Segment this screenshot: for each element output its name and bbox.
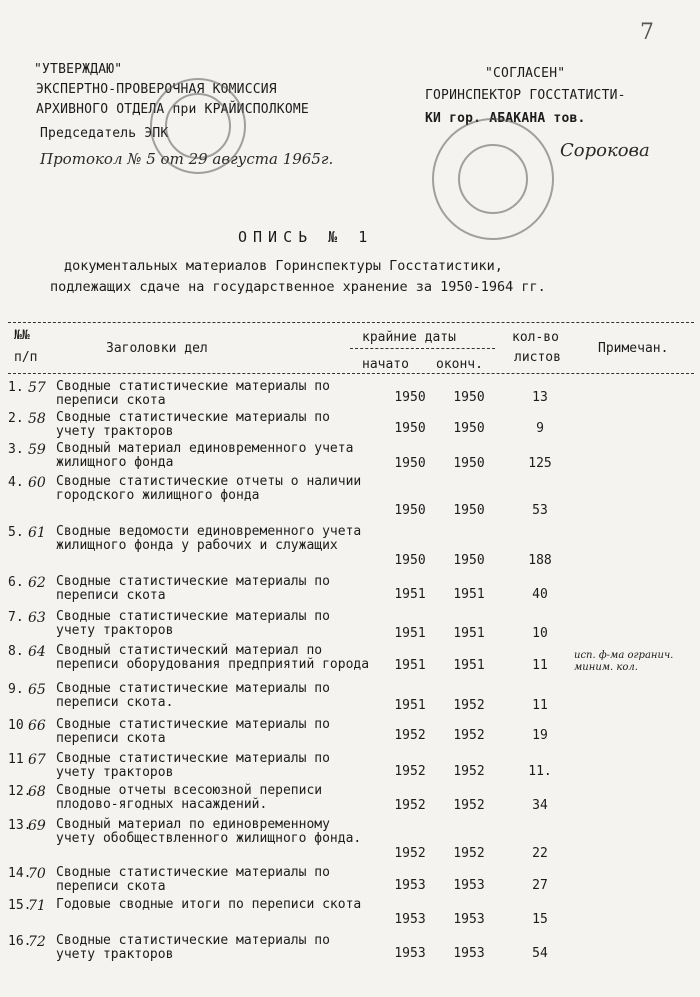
row-title: Сводные отчеты всесоюзной переписи плодово-ягодных насаждений. <box>56 783 323 812</box>
row-number: 3. <box>8 442 24 457</box>
row-end: 1953 <box>453 912 485 927</box>
row-number: 4. <box>8 475 24 490</box>
row-title: Сводные статистические материалы по учету тракторов <box>56 609 330 638</box>
row-number: 2. <box>8 411 24 426</box>
row-sheets: 15 <box>532 912 548 927</box>
row-handwritten-number: 66 <box>28 718 46 734</box>
row-end: 1950 <box>453 553 485 568</box>
row-title: Годовые сводные итоги по переписи скота <box>56 897 362 912</box>
row-title: Сводный материал единовременного учета жилищного фонда <box>56 441 354 470</box>
row-note: исп. ф-ма огранич. миним. кол. <box>574 650 674 673</box>
table-header-rule <box>8 373 694 374</box>
row-title: Сводные статистические материалы по учету тракторов <box>56 933 330 962</box>
row-start: 1951 <box>394 626 426 641</box>
row-sheets: 13 <box>532 390 548 405</box>
row-title: Сводные статистические материалы по переписи скота <box>56 574 330 603</box>
agree-line-1: "СОГЛАСЕН" <box>485 66 566 81</box>
row-title: Сводные статистические материалы по учету тракторов <box>56 410 330 439</box>
page-mark: 7 <box>640 20 654 45</box>
row-sheets: 54 <box>532 946 548 961</box>
row-start: 1950 <box>394 456 426 471</box>
row-handwritten-number: 70 <box>28 866 46 882</box>
row-title: Сводный материал по единовременному учету обобществленного жилищного фонда. <box>56 817 362 846</box>
dates-sub-rule <box>350 348 495 349</box>
row-title: Сводные статистические материалы по учету тракторов <box>56 751 330 780</box>
row-end: 1953 <box>453 878 485 893</box>
col-sheets-bottom: листов <box>514 350 561 365</box>
row-end: 1952 <box>453 728 485 743</box>
row-number: 16. <box>8 934 32 949</box>
col-title-header: Заголовки дел <box>106 341 208 356</box>
archive-seal-inner <box>165 93 231 159</box>
approve-line-3: АРХИВНОГО ОТДЕЛА при КРАЙИСПОЛКОМЕ <box>36 102 309 117</box>
row-end: 1952 <box>453 846 485 861</box>
row-number: 1. <box>8 380 24 395</box>
row-title: Сводные статистические отчеты о наличии городского жилищного фонда <box>56 474 362 503</box>
row-number: 14. <box>8 866 32 881</box>
row-handwritten-number: 61 <box>28 525 46 541</box>
row-sheets: 11 <box>532 698 548 713</box>
col-sheets-top: кол-во <box>512 330 559 345</box>
row-number: 9. <box>8 682 24 697</box>
col-end-header: оконч. <box>436 357 483 372</box>
row-start: 1952 <box>394 798 426 813</box>
approve-line-1: "УТВЕРЖДАЮ" <box>34 62 123 77</box>
table-top-rule <box>8 322 694 323</box>
row-start: 1952 <box>394 846 426 861</box>
row-handwritten-number: 68 <box>28 784 46 800</box>
row-number: 6. <box>8 575 24 590</box>
approve-line-2: ЭКСПЕРТНО-ПРОВЕРОЧНАЯ КОМИССИЯ <box>36 82 277 97</box>
row-end: 1950 <box>453 390 485 405</box>
row-number: 13. <box>8 818 32 833</box>
row-title: Сводный статистический материал по переписи оборудования предприятий города <box>56 643 370 672</box>
row-handwritten-number: 58 <box>28 411 46 427</box>
statistics-office-stamp-inner <box>458 144 528 214</box>
row-start: 1952 <box>394 764 426 779</box>
doc-subtitle-1: документальных материалов Горинспектуры Госстатистики, <box>64 258 503 274</box>
row-title: Сводные статистические материалы по переписи скота <box>56 865 330 894</box>
row-end: 1951 <box>453 587 485 602</box>
row-sheets: 22 <box>532 846 548 861</box>
row-start: 1952 <box>394 728 426 743</box>
row-sheets: 10 <box>532 626 548 641</box>
row-start: 1951 <box>394 658 426 673</box>
row-title: Сводные ведомости единовременного учета жилищного фонда у рабочих и служащих <box>56 524 362 553</box>
row-start: 1951 <box>394 587 426 602</box>
row-start: 1953 <box>394 946 426 961</box>
agree-line-2: ГОРИНСПЕКТОР ГОССТАТИСТИ- <box>425 88 626 103</box>
col-num-bottom: п/п <box>14 350 38 365</box>
row-number: 5. <box>8 525 24 540</box>
row-handwritten-number: 71 <box>28 898 46 914</box>
doc-title: ОПИСЬ № 1 <box>238 228 374 246</box>
row-start: 1950 <box>394 390 426 405</box>
row-handwritten-number: 72 <box>28 934 46 950</box>
row-start: 1951 <box>394 698 426 713</box>
row-start: 1953 <box>394 878 426 893</box>
col-num-top: №№ <box>14 328 30 343</box>
row-handwritten-number: 63 <box>28 610 46 626</box>
approve-line-4: Председатель ЭПК <box>40 126 169 141</box>
row-start: 1950 <box>394 421 426 436</box>
row-number: 15. <box>8 898 32 913</box>
row-end: 1951 <box>453 626 485 641</box>
row-handwritten-number: 62 <box>28 575 46 591</box>
row-end: 1950 <box>453 503 485 518</box>
row-sheets: 11. <box>528 764 552 779</box>
col-note-header: Примечан. <box>598 341 669 356</box>
protocol-handwritten: Протокол № 5 от 29 августа 1965г. <box>40 150 334 168</box>
row-sheets: 27 <box>532 878 548 893</box>
row-title: Сводные статистические материалы по переписи скота. <box>56 681 330 710</box>
row-number: 7. <box>8 610 24 625</box>
row-number: 12. <box>8 784 32 799</box>
row-sheets: 9 <box>536 421 544 436</box>
row-end: 1952 <box>453 698 485 713</box>
row-sheets: 53 <box>532 503 548 518</box>
row-number: 8. <box>8 644 24 659</box>
row-handwritten-number: 59 <box>28 442 46 458</box>
row-number: 10 <box>8 718 24 733</box>
row-sheets: 188 <box>528 553 552 568</box>
row-number: 11 <box>8 752 24 767</box>
row-title: Сводные статистические материалы по переписи скота <box>56 717 330 746</box>
doc-subtitle-2: подлежащих сдаче на государственное хранение за 1950-1964 гг. <box>50 279 546 295</box>
row-handwritten-number: 69 <box>28 818 46 834</box>
row-sheets: 40 <box>532 587 548 602</box>
row-title: Сводные статистические материалы по переписи скота <box>56 379 330 408</box>
row-end: 1950 <box>453 421 485 436</box>
row-end: 1952 <box>453 764 485 779</box>
row-sheets: 34 <box>532 798 548 813</box>
row-handwritten-number: 67 <box>28 752 46 768</box>
row-end: 1951 <box>453 658 485 673</box>
row-end: 1952 <box>453 798 485 813</box>
agree-signature: Сорокова <box>560 140 650 161</box>
row-handwritten-number: 57 <box>28 380 46 396</box>
row-handwritten-number: 64 <box>28 644 46 660</box>
row-start: 1950 <box>394 553 426 568</box>
row-handwritten-number: 60 <box>28 475 46 491</box>
row-end: 1950 <box>453 456 485 471</box>
agree-line-3: КИ гор. АБАКАНА тов. <box>425 111 586 126</box>
col-start-header: начато <box>362 357 409 372</box>
row-handwritten-number: 65 <box>28 682 46 698</box>
col-dates-header: крайние даты <box>362 330 456 345</box>
row-sheets: 125 <box>528 456 552 471</box>
row-start: 1950 <box>394 503 426 518</box>
row-sheets: 19 <box>532 728 548 743</box>
row-start: 1953 <box>394 912 426 927</box>
row-sheets: 11 <box>532 658 548 673</box>
row-end: 1953 <box>453 946 485 961</box>
